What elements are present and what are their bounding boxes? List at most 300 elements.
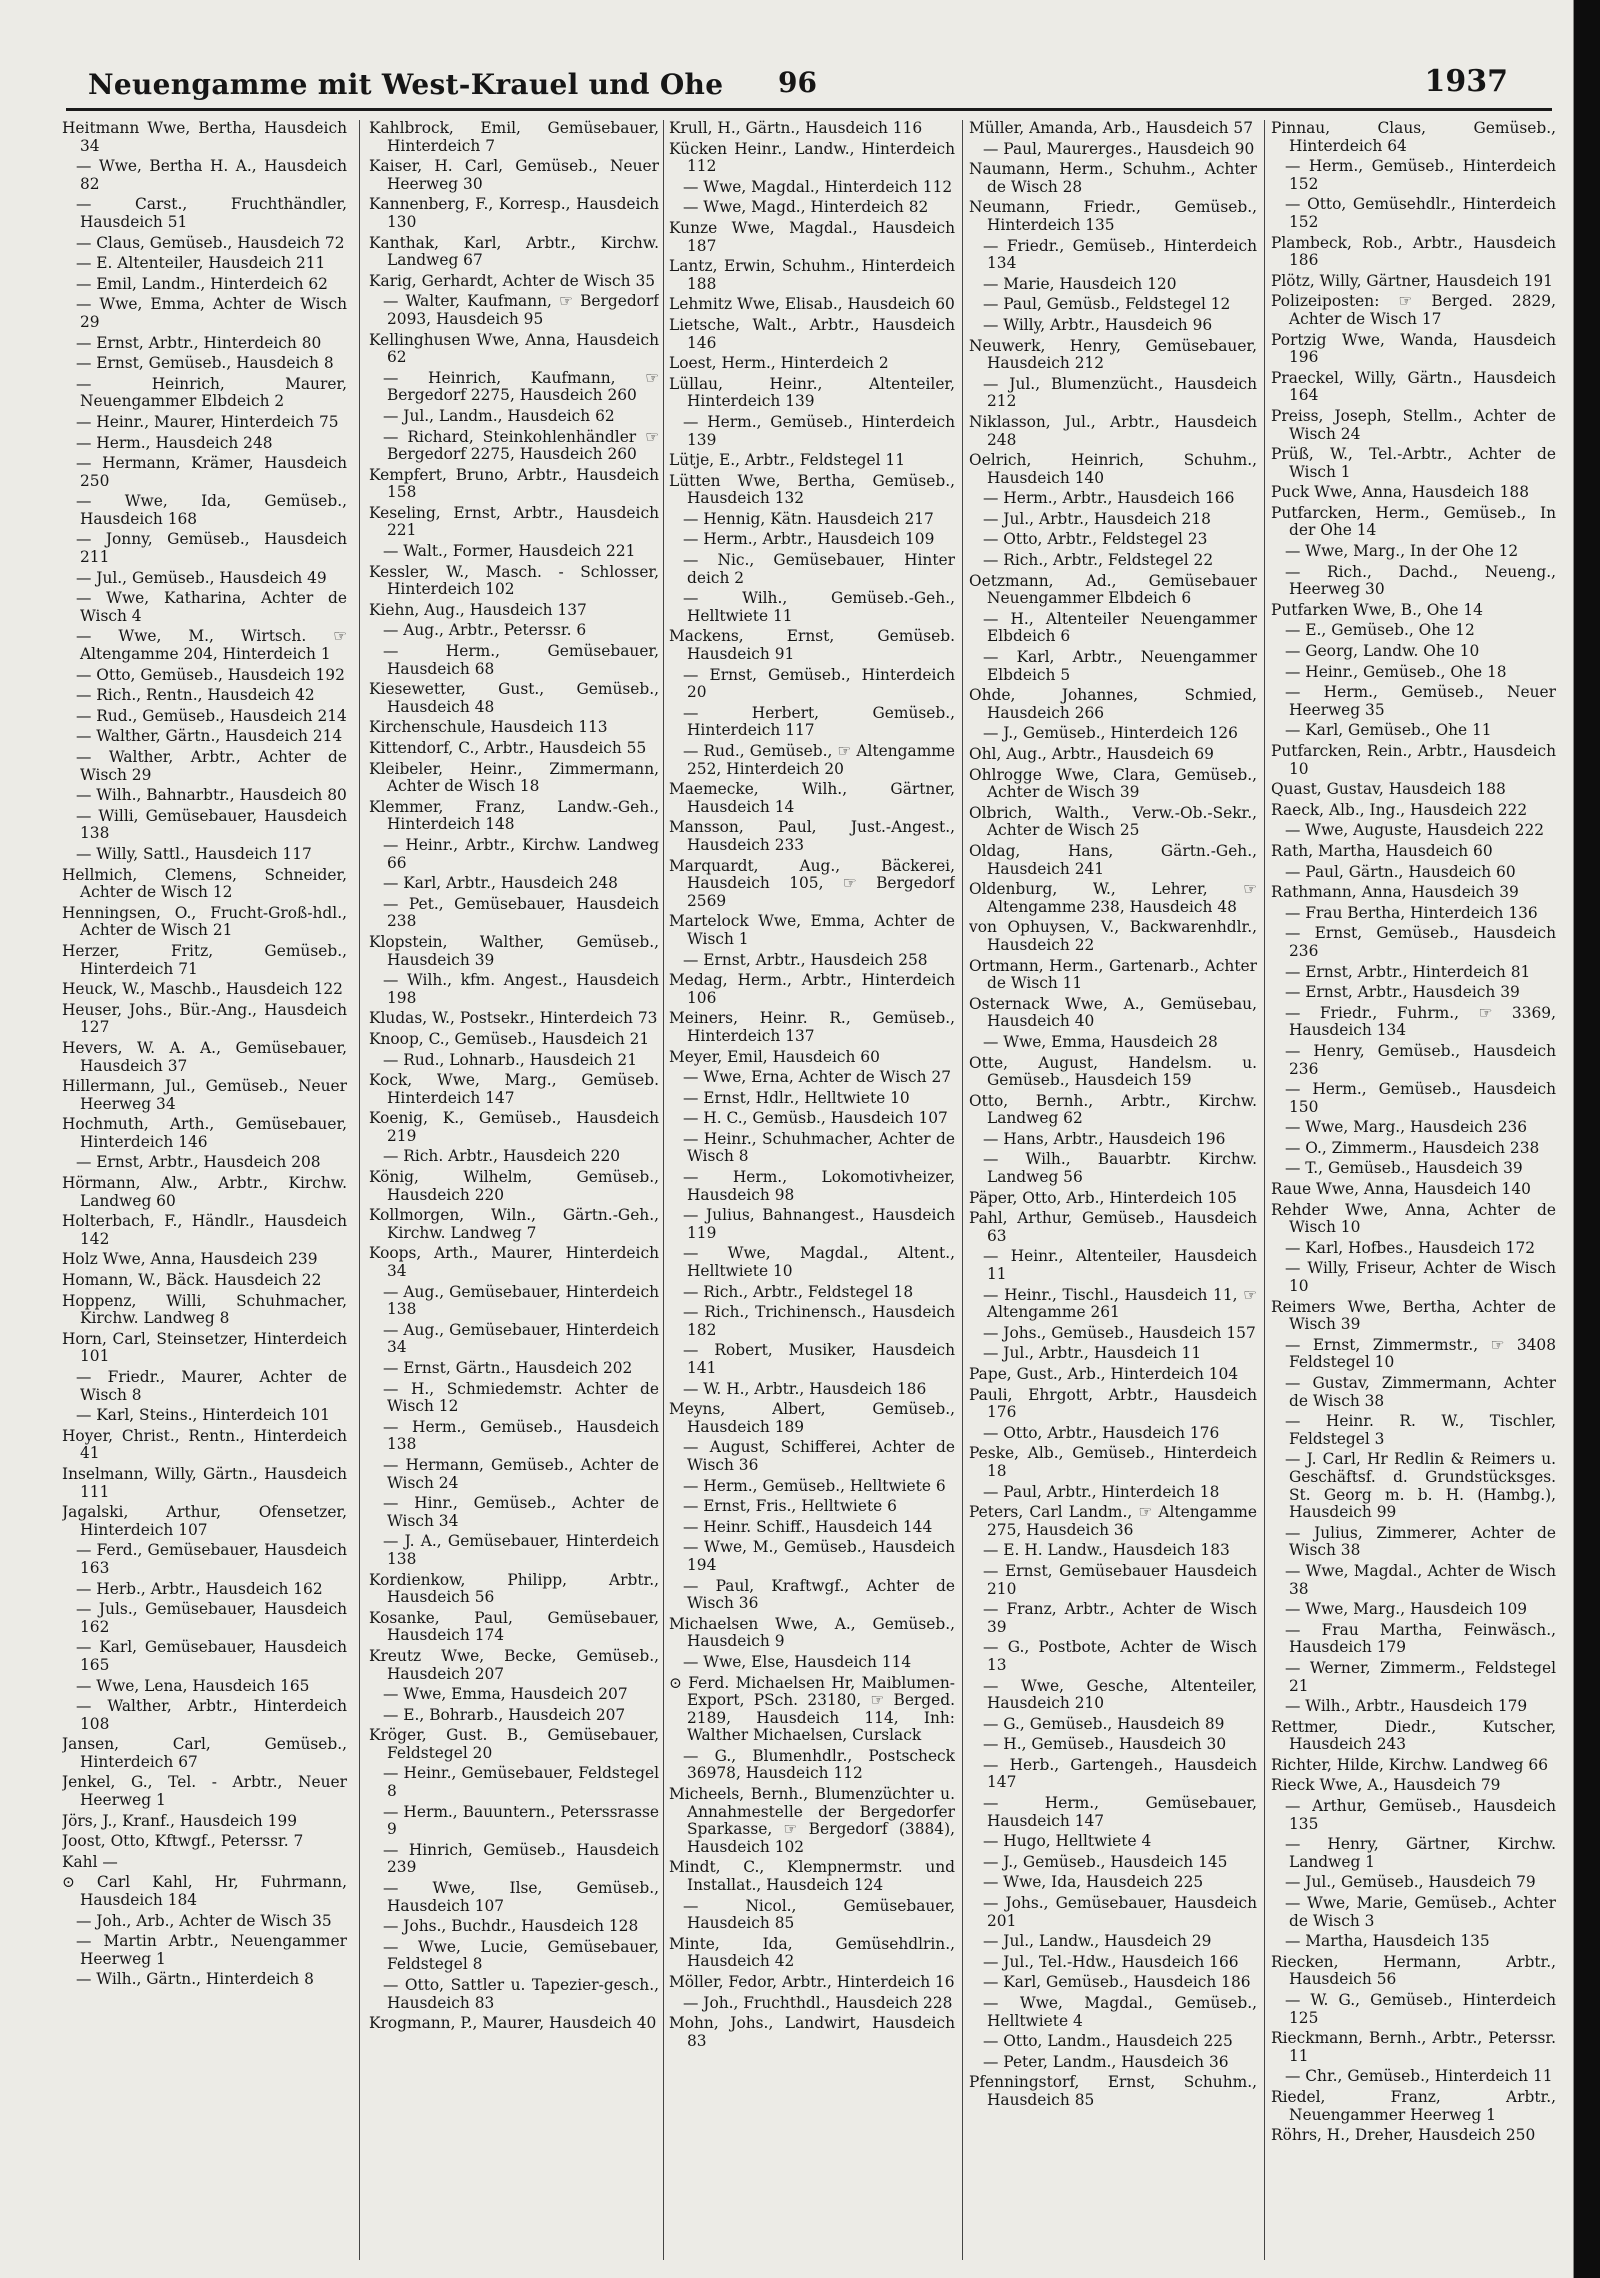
directory-entry: — Heinr., Gemüseb., Ohe 18 bbox=[1285, 662, 1507, 681]
directory-entry: — Herm., Gemüseb., Hausdeich 150 bbox=[1285, 1080, 1556, 1116]
directory-entry: — T., Gemüseb., Hausdeich 39 bbox=[1285, 1159, 1523, 1178]
directory-entry: Hillermann, Jul., Gemüseb., Neuer Heerweg 34 bbox=[62, 1077, 347, 1113]
directory-entry: Inselmann, Willy, Gärtn., Hausdeich 111 bbox=[62, 1464, 347, 1501]
directory-entry: — Johs., Gemüsebauer, Hausdeich 201 bbox=[983, 1894, 1257, 1930]
directory-entry: Puck Wwe, Anna, Hausdeich 188 bbox=[1271, 483, 1529, 502]
directory-entry: — Rich., Arbtr., Feldstegel 22 bbox=[983, 551, 1214, 570]
directory-entry: Lantz, Erwin, Schuhm., Hinterdeich 188 bbox=[669, 257, 955, 293]
directory-entry: Keseling, Ernst, Arbtr., Hausdeich 221 bbox=[369, 503, 659, 540]
directory-entry: Raue Wwe, Anna, Hausdeich 140 bbox=[1271, 1180, 1531, 1199]
directory-entry: — Heinr., Schuhmacher, Achter de Wisch 8 bbox=[683, 1129, 955, 1166]
directory-entry: ⊙ Carl Kahl, Hr, Fuhrmann, Hausdeich 184 bbox=[62, 1873, 347, 1910]
directory-entry: Kock, Wwe, Marg., Gemüseb. Hinterdeich 147 bbox=[369, 1071, 659, 1107]
directory-entry: Osternack Wwe, A., Gemüsebau, Hausdeich 40 bbox=[969, 994, 1257, 1031]
directory-entry: — Ernst, Hdlr., Helltwiete 10 bbox=[683, 1088, 910, 1107]
directory-entry: — Wilh., Gärtn., Hinterdeich 8 bbox=[76, 1970, 314, 1989]
directory-entry: Oldag, Hans, Gärtn.-Geh., Hausdeich 241 bbox=[969, 841, 1257, 878]
column-4 bbox=[969, 120, 1257, 2260]
directory-entry: Jansen, Carl, Gemüseb., Hinterdeich 67 bbox=[62, 1735, 347, 1771]
directory-entry: Olbrich, Walth., Verw.-Ob.-Sekr., Achter de Wisch 25 bbox=[969, 803, 1257, 840]
directory-entry: — Willy, Sattl., Hausdeich 117 bbox=[76, 844, 312, 863]
directory-entry: — Wwe, M., Wirtsch. ☞ Altengamme 204, Hinterdeich 1 bbox=[76, 627, 347, 664]
directory-entry: Hellmich, Clemens, Schneider, Achter de Wisch 12 bbox=[62, 865, 347, 902]
directory-entry: — Ernst, Arbtr., Hausdeich 39 bbox=[1285, 983, 1520, 1002]
directory-entry: — Karl, Gemüseb., Ohe 11 bbox=[1285, 721, 1492, 740]
directory-entry: — Marie, Hausdeich 120 bbox=[983, 274, 1177, 293]
header-rule bbox=[66, 108, 1552, 111]
directory-entry: Henningsen, O., Frucht-Groß-hdl., Achter de Wisch 21 bbox=[62, 903, 347, 940]
directory-entry: Möller, Fedor, Arbtr., Hinterdeich 16 bbox=[669, 1973, 955, 1991]
directory-entry: — Friedr., Maurer, Achter de Wisch 8 bbox=[76, 1368, 347, 1404]
directory-entry: Holz Wwe, Anna, Hausdeich 239 bbox=[62, 1250, 318, 1269]
page-header bbox=[88, 62, 1508, 108]
directory-entry: Kaiser, H. Carl, Gemüseb., Neuer Heerweg 30 bbox=[369, 157, 659, 193]
directory-entry: Praeckel, Willy, Gärtn., Hausdeich 164 bbox=[1271, 368, 1556, 405]
directory-entry: — Johs., Gemüseb., Hausdeich 157 bbox=[983, 1323, 1256, 1342]
directory-entry: Pauli, Ehrgott, Arbtr., Hausdeich 176 bbox=[969, 1385, 1257, 1422]
directory-entry: — Herb., Gartengeh., Hausdeich 147 bbox=[983, 1755, 1257, 1792]
directory-entry: Jenkel, G., Tel. - Arbtr., Neuer Heerweg 1 bbox=[62, 1773, 347, 1810]
column-separator bbox=[663, 120, 664, 2260]
column-5 bbox=[1271, 120, 1556, 2260]
directory-entry: — Ernst, Arbtr., Hinterdeich 81 bbox=[1285, 962, 1531, 981]
directory-entry: — Walther, Gärtn., Hausdeich 214 bbox=[76, 727, 343, 746]
column-1 bbox=[62, 120, 347, 2260]
directory-entry: Martelock Wwe, Emma, Achter de Wisch 1 bbox=[669, 912, 955, 948]
directory-entry: — Herm., Hausdeich 248 bbox=[76, 433, 273, 452]
directory-entry: — Paul, Kraftwgf., Achter de Wisch 36 bbox=[683, 1576, 955, 1613]
directory-entry: Kiesewetter, Gust., Gemüseb., Hausdeich 48 bbox=[369, 680, 659, 716]
directory-entry: — Wwe, Marie, Gemüseb., Achter de Wisch 3 bbox=[1285, 1894, 1556, 1930]
directory-entry: Rieck Wwe, A., Hausdeich 79 bbox=[1271, 1776, 1501, 1795]
directory-entry: Karig, Gerhardt, Achter de Wisch 35 bbox=[369, 271, 656, 290]
directory-entry: Homann, W., Bäck. Hausdeich 22 bbox=[62, 1271, 322, 1290]
directory-entry: — Otto, Arbtr., Feldstegel 23 bbox=[983, 530, 1208, 549]
directory-entry: — Ernst, Fris., Helltwiete 6 bbox=[683, 1497, 897, 1516]
directory-entry: Meyns, Albert, Gemüseb., Hausdeich 189 bbox=[669, 1400, 955, 1436]
directory-entry: — Wwe, Marg., Hausdeich 236 bbox=[1285, 1118, 1528, 1137]
directory-columns bbox=[62, 120, 1558, 2260]
directory-entry: Pape, Gust., Arb., Hinterdeich 104 bbox=[969, 1365, 1239, 1383]
directory-entry: Raeck, Alb., Ing., Hausdeich 222 bbox=[1271, 800, 1528, 819]
directory-entry: Rettmer, Diedr., Kutscher, Hausdeich 243 bbox=[1271, 1717, 1556, 1754]
directory-entry: — Karl, Arbtr., Hausdeich 248 bbox=[383, 874, 618, 893]
directory-entry: — Henry, Gärtner, Kirchw. Landweg 1 bbox=[1285, 1835, 1556, 1871]
directory-entry: — Wwe, Katharina, Achter de Wisch 4 bbox=[76, 589, 347, 625]
directory-entry: — Rich., Dachd., Neueng., Heerweg 30 bbox=[1285, 562, 1556, 599]
directory-entry: Kittendorf, C., Arbtr., Hausdeich 55 bbox=[369, 739, 647, 757]
directory-entry: Plambeck, Rob., Arbtr., Hausdeich 186 bbox=[1271, 233, 1556, 270]
directory-entry: Kludas, W., Postsekr., Hinterdeich 73 bbox=[369, 1009, 658, 1028]
directory-entry: Quast, Gustav, Hausdeich 188 bbox=[1271, 780, 1506, 799]
directory-entry: Kahl — bbox=[62, 1852, 118, 1871]
directory-entry: Ohlrogge Wwe, Clara, Gemüseb., Achter de Wisch 39 bbox=[969, 765, 1257, 802]
directory-entry: Knoop, C., Gemüseb., Hausdeich 21 bbox=[369, 1029, 650, 1048]
directory-entry: — Ernst, Gemüseb., Hausdeich 236 bbox=[1285, 924, 1556, 960]
directory-entry: — Otto, Gemüsehdlr., Hinterdeich 152 bbox=[1285, 195, 1556, 231]
directory-entry: Meyer, Emil, Hausdeich 60 bbox=[669, 1047, 880, 1066]
directory-entry: Mohn, Johs., Landwirt, Hausdeich 83 bbox=[669, 2014, 955, 2050]
directory-entry: Lietsche, Walt., Arbtr., Hausdeich 146 bbox=[669, 315, 955, 352]
directory-entry: Micheels, Bernh., Blumenzüchter u. Annahmestelle der Bergedorfer Sparkasse, ☞ Bergedorf (3884), Hausdeich 102 bbox=[669, 1785, 955, 1856]
directory-entry: — Herm., Gemüseb., Hausdeich 138 bbox=[383, 1417, 659, 1454]
directory-entry: ⊙ Ferd. Michaelsen Hr, Maiblumen-Export, PSch. 23180, ☞ Berged. 2189, Hausdeich 114, Inh: Walther Michaelsen, Curslack bbox=[669, 1673, 955, 1745]
directory-entry: — Wwe, Magdal., Gemüseb., Helltwiete 4 bbox=[983, 1994, 1257, 2030]
directory-entry: — Hinrich, Gemüseb., Hausdeich 239 bbox=[383, 1840, 659, 1877]
directory-entry: — Carst., Fruchthändler, Hausdeich 51 bbox=[76, 195, 347, 231]
directory-entry: — Claus, Gemüseb., Hausdeich 72 bbox=[76, 233, 345, 252]
directory-entry: — G., Postbote, Achter de Wisch 13 bbox=[983, 1638, 1257, 1674]
directory-entry: — Jul., Arbtr., Hausdeich 11 bbox=[983, 1344, 1202, 1363]
directory-entry: — J. Carl, Hr Redlin & Reimers u. Geschäftsf. d. Grundstücksges. St. Georg m. b. H. (Hambg.), Hausdeich 99 bbox=[1285, 1450, 1556, 1522]
directory-entry: — Herb., Arbtr., Hausdeich 162 bbox=[76, 1579, 323, 1598]
directory-entry: — E. Altenteiler, Hausdeich 211 bbox=[76, 254, 326, 273]
directory-entry: Reimers Wwe, Bertha, Achter de Wisch 39 bbox=[1271, 1297, 1556, 1334]
directory-entry: — Heinr., Altenteiler, Hausdeich 11 bbox=[983, 1247, 1257, 1284]
directory-entry: — Hermann, Krämer, Hausdeich 250 bbox=[76, 454, 347, 490]
directory-entry: Prüß, W., Tel.-Arbtr., Achter de Wisch 1 bbox=[1271, 445, 1556, 481]
directory-entry: — Willy, Arbtr., Hausdeich 96 bbox=[983, 315, 1213, 334]
directory-entry: Portzig Wwe, Wanda, Hausdeich 196 bbox=[1271, 330, 1556, 367]
directory-entry: — Wwe, Lucie, Gemüsebauer, Feldstegel 8 bbox=[383, 1937, 659, 1974]
directory-entry: Kirchenschule, Hausdeich 113 bbox=[369, 718, 608, 737]
page-title: Neuengamme mit West-Krauel und Ohe bbox=[88, 68, 724, 101]
directory-entry: Kahlbrock, Emil, Gemüsebauer, Hinterdeich 7 bbox=[369, 120, 659, 155]
directory-entry: Kreutz Wwe, Becke, Gemüseb., Hausdeich 207 bbox=[369, 1646, 659, 1683]
directory-entry: — Herbert, Gemüseb., Hinterdeich 117 bbox=[683, 703, 955, 740]
directory-entry: — Herm., Gemüseb., Helltwiete 6 bbox=[683, 1476, 946, 1495]
directory-entry: Putfarcken, Rein., Arbtr., Hausdeich 10 bbox=[1271, 742, 1556, 778]
directory-entry: Lütten Wwe, Bertha, Gemüseb., Hausdeich 132 bbox=[669, 471, 955, 508]
directory-entry: Richter, Hilde, Kirchw. Landweg 66 bbox=[1271, 1755, 1549, 1774]
directory-entry: Kröger, Gust. B., Gemüsebauer, Feldstegel 20 bbox=[369, 1726, 659, 1762]
directory-entry: Kleibeler, Heinr., Zimmermann, Achter de Wisch 18 bbox=[369, 759, 659, 796]
directory-entry: Preiss, Joseph, Stellm., Achter de Wisch 24 bbox=[1271, 406, 1556, 443]
directory-entry: — Herm., Bauuntern., Peterssrasse 9 bbox=[383, 1802, 659, 1839]
directory-entry: Rehder Wwe, Anna, Achter de Wisch 10 bbox=[1271, 1200, 1556, 1237]
directory-entry: — Heinr., Arbtr., Kirchw. Landweg 66 bbox=[383, 835, 659, 872]
directory-entry: — Aug., Arbtr., Peterssr. 6 bbox=[383, 621, 587, 640]
page-edge bbox=[1574, 0, 1600, 2278]
page-year: 1937 bbox=[1424, 64, 1508, 99]
directory-entry: — Walther, Arbtr., Hinterdeich 108 bbox=[76, 1697, 347, 1733]
directory-entry: — Ernst, Gemüsebauer Hausdeich 210 bbox=[983, 1561, 1257, 1598]
column-separator bbox=[962, 120, 963, 2260]
directory-entry: Jagalski, Arthur, Ofensetzer, Hinterdeich 107 bbox=[62, 1503, 347, 1539]
directory-entry: Klemmer, Franz, Landw.-Geh., Hinterdeich 148 bbox=[369, 797, 659, 834]
directory-entry: — Rud., Gemüseb., Hausdeich 214 bbox=[76, 706, 347, 725]
directory-entry: — O., Zimmerm., Hausdeich 238 bbox=[1285, 1138, 1540, 1157]
directory-entry: — Hans, Arbtr., Hausdeich 196 bbox=[983, 1129, 1226, 1148]
directory-entry: — Rich. Arbtr., Hausdeich 220 bbox=[383, 1147, 621, 1166]
directory-entry: Otte, August, Handelsm. u. Gemüseb., Hausdeich 159 bbox=[969, 1053, 1257, 1090]
directory-entry: — Joh., Fruchthdl., Hausdeich 228 bbox=[683, 1993, 953, 2012]
directory-entry: — Martha, Hausdeich 135 bbox=[1285, 1932, 1490, 1951]
directory-entry: — Henry, Gemüseb., Hausdeich 236 bbox=[1285, 1041, 1556, 1078]
directory-entry: — Heinrich, Kaufmann, ☞ Bergedorf 2275, Hausdeich 260 bbox=[383, 368, 659, 405]
directory-entry: — E., Bohrarb., Hausdeich 207 bbox=[383, 1705, 626, 1724]
directory-entry: Riecken, Hermann, Arbtr., Hausdeich 56 bbox=[1271, 1952, 1556, 1989]
directory-entry: — Paul, Arbtr., Hinterdeich 18 bbox=[983, 1482, 1220, 1501]
directory-entry: — Peter, Landm., Hausdeich 36 bbox=[983, 2052, 1229, 2071]
directory-entry: — Jul., Landw., Hausdeich 29 bbox=[983, 1932, 1212, 1951]
directory-entry: — Aug., Gemüsebauer, Hinterdeich 34 bbox=[383, 1320, 659, 1357]
directory-entry: Pinnau, Claus, Gemüseb., Hinterdeich 64 bbox=[1271, 120, 1556, 155]
directory-entry: — Wwe, Magd., Hinterdeich 82 bbox=[683, 198, 929, 217]
directory-entry: — Frau Bertha, Hinterdeich 136 bbox=[1285, 903, 1538, 922]
directory-entry: — Emil, Landm., Hinterdeich 62 bbox=[76, 274, 328, 293]
directory-entry: — H., Gemüseb., Hausdeich 30 bbox=[983, 1735, 1227, 1754]
directory-entry: Krull, H., Gärtn., Hausdeich 116 bbox=[669, 120, 923, 137]
directory-entry: Kannenberg, F., Korresp., Hausdeich 130 bbox=[369, 195, 659, 231]
directory-entry: — Wwe, Ida, Hausdeich 225 bbox=[983, 1873, 1204, 1892]
directory-entry: Loest, Herm., Hinterdeich 2 bbox=[669, 354, 889, 373]
directory-entry: — Wwe, Emma, Achter de Wisch 29 bbox=[76, 295, 347, 331]
directory-entry: — Jul., Arbtr., Hausdeich 218 bbox=[983, 509, 1211, 528]
directory-entry: — Wilh., Arbtr., Hausdeich 179 bbox=[1285, 1697, 1528, 1716]
column-2 bbox=[369, 120, 659, 2260]
directory-entry: — Rud., Lohnarb., Hausdeich 21 bbox=[383, 1050, 637, 1069]
directory-entry: Holterbach, F., Händlr., Hausdeich 142 bbox=[62, 1212, 347, 1248]
directory-entry: — Wilh., Bauarbtr. Kirchw. Landweg 56 bbox=[983, 1150, 1257, 1187]
directory-entry: — Hennig, Kätn. Hausdeich 217 bbox=[683, 509, 934, 528]
directory-entry: Medag, Herm., Arbtr., Hinterdeich 106 bbox=[669, 971, 955, 1007]
directory-entry: Pfenningstorf, Ernst, Schuhm., Hausdeich 85 bbox=[969, 2073, 1257, 2109]
directory-entry: — Otto, Landm., Hausdeich 225 bbox=[983, 2032, 1233, 2051]
directory-entry: Hoyer, Christ., Rentn., Hinterdeich 41 bbox=[62, 1426, 347, 1463]
directory-entry: Michaelsen Wwe, A., Gemüseb., Hausdeich 9 bbox=[669, 1614, 955, 1651]
directory-entry: Niklasson, Jul., Arbtr., Hausdeich 248 bbox=[969, 412, 1257, 449]
directory-entry: — Herm., Arbtr., Hausdeich 109 bbox=[683, 530, 935, 549]
directory-entry: — Ferd., Gemüsebauer, Hausdeich 163 bbox=[76, 1541, 347, 1577]
directory-entry: Kanthak, Karl, Arbtr., Kirchw. Landweg 67 bbox=[369, 233, 659, 270]
directory-entry: Horn, Carl, Steinsetzer, Hinterdeich 101 bbox=[62, 1329, 347, 1366]
directory-entry: — Wwe, Auguste, Hausdeich 222 bbox=[1285, 821, 1545, 840]
directory-entry: Oelrich, Heinrich, Schuhm., Hausdeich 140 bbox=[969, 451, 1257, 487]
directory-entry: — Jul., Landm., Hausdeich 62 bbox=[383, 406, 615, 425]
directory-entry: — Pet., Gemüsebauer, Hausdeich 238 bbox=[383, 894, 659, 931]
directory-entry: — Wwe, Ida, Gemüseb., Hausdeich 168 bbox=[76, 492, 347, 528]
directory-entry: — H., Schmiedemstr. Achter de Wisch 12 bbox=[383, 1379, 659, 1416]
directory-entry: — Ernst, Gemüseb., Hausdeich 8 bbox=[76, 354, 334, 373]
directory-entry: — Wwe, Emma, Hausdeich 28 bbox=[983, 1032, 1218, 1051]
directory-entry: — Rich., Trichinensch., Hausdeich 182 bbox=[683, 1303, 955, 1339]
directory-entry: — J., Gemüseb., Hinterdeich 126 bbox=[983, 724, 1238, 743]
directory-entry: — G., Blumenhdlr., Postscheck 36978, Hausdeich 112 bbox=[683, 1746, 955, 1783]
column-3 bbox=[669, 120, 955, 2260]
directory-entry: Rath, Martha, Hausdeich 60 bbox=[1271, 841, 1493, 860]
directory-entry: — Wwe, Lena, Hausdeich 165 bbox=[76, 1676, 310, 1695]
directory-entry: — Herm., Lokomotivheizer, Hausdeich 98 bbox=[683, 1168, 955, 1204]
directory-entry: — Joh., Arb., Achter de Wisch 35 bbox=[76, 1911, 332, 1930]
directory-entry: — Franz, Arbtr., Achter de Wisch 39 bbox=[983, 1600, 1257, 1636]
directory-entry: — Jul., Gemüseb., Hausdeich 79 bbox=[1285, 1873, 1536, 1892]
directory-entry: — Friedr., Fuhrm., ☞ 3369, Hausdeich 134 bbox=[1285, 1003, 1556, 1040]
directory-entry: Heuck, W., Maschb., Hausdeich 122 bbox=[62, 980, 343, 999]
directory-entry: — Georg, Landw. Ohe 10 bbox=[1285, 642, 1480, 661]
directory-entry: — Werner, Zimmerm., Feldstegel 21 bbox=[1285, 1658, 1556, 1695]
directory-entry: Joost, Otto, Kftwgf., Peterssr. 7 bbox=[62, 1832, 304, 1851]
directory-entry: Plötz, Willy, Gärtner, Hausdeich 191 bbox=[1271, 271, 1553, 290]
directory-entry: Hoppenz, Willi, Schuhmacher, Kirchw. Landweg 8 bbox=[62, 1291, 347, 1328]
directory-entry: Koenig, K., Gemüseb., Hausdeich 219 bbox=[369, 1109, 659, 1145]
directory-entry: — Jul., Gemüseb., Hausdeich 49 bbox=[76, 568, 327, 587]
directory-entry: Kücken Heinr., Landw., Hinterdeich 112 bbox=[669, 139, 955, 176]
directory-entry: Neuwerk, Henry, Gemüsebauer, Hausdeich 212 bbox=[969, 336, 1257, 373]
directory-entry: — Chr., Gemüseb., Hinterdeich 11 bbox=[1285, 2067, 1553, 2086]
directory-entry: — Ernst, Gemüseb., Hinterdeich 20 bbox=[683, 665, 955, 702]
directory-entry: — Paul, Gärtn., Hausdeich 60 bbox=[1285, 862, 1516, 881]
directory-entry: — Richard, Steinkohlenhändler ☞ Bergedorf 2275, Hausdeich 260 bbox=[383, 427, 659, 464]
directory-entry: — Julius, Zimmerer, Achter de Wisch 38 bbox=[1285, 1523, 1556, 1560]
directory-entry: Polizeiposten: ☞ Berged. 2829, Achter de Wisch 17 bbox=[1271, 292, 1556, 328]
directory-entry: Hevers, W. A. A., Gemüsebauer, Hausdeich 37 bbox=[62, 1038, 347, 1075]
directory-entry: — Juls., Gemüsebauer, Hausdeich 162 bbox=[76, 1600, 347, 1636]
directory-entry: Kunze Wwe, Magdal., Hausdeich 187 bbox=[669, 218, 955, 255]
directory-entry: Kessler, W., Masch. - Schlosser, Hinterdeich 102 bbox=[369, 562, 659, 599]
directory-entry: — Johs., Buchdr., Hausdeich 128 bbox=[383, 1917, 639, 1936]
directory-entry: von Ophuysen, V., Backwarenhdlr., Hausdeich 22 bbox=[969, 918, 1257, 954]
directory-entry: Riedel, Franz, Arbtr., Neuengammer Heerweg 1 bbox=[1271, 2087, 1556, 2124]
directory-entry: — Hermann, Gemüseb., Achter de Wisch 24 bbox=[383, 1455, 659, 1492]
directory-entry: Putfarken Wwe, B., Ohe 14 bbox=[1271, 600, 1483, 619]
directory-entry: — Wwe, Erna, Achter de Wisch 27 bbox=[683, 1068, 952, 1087]
directory-entry: — Friedr., Gemüseb., Hinterdeich 134 bbox=[983, 236, 1257, 273]
directory-entry: — Herm., Gemüsebauer, Hausdeich 68 bbox=[383, 642, 659, 678]
directory-entry: Heuser, Johs., Bür.-Ang., Hausdeich 127 bbox=[62, 1000, 347, 1037]
directory-entry: Mindt, C., Klempnermstr. und Installat., Hausdeich 124 bbox=[669, 1858, 955, 1895]
directory-entry: — Wilh., kfm. Angest., Hausdeich 198 bbox=[383, 971, 659, 1007]
directory-entry: Pahl, Arthur, Gemüseb., Hausdeich 63 bbox=[969, 1209, 1257, 1245]
directory-entry: Mackens, Ernst, Gemüseb. Hausdeich 91 bbox=[669, 627, 955, 664]
directory-entry: — Martin Arbtr., Neuengammer Heerweg 1 bbox=[76, 1932, 347, 1968]
directory-entry: Lüllau, Heinr., Altenteiler, Hinterdeich 139 bbox=[669, 374, 955, 411]
directory-entry: — Aug., Gemüsebauer, Hinterdeich 138 bbox=[383, 1282, 659, 1319]
directory-entry: — Otto, Sattler u. Tapezier-gesch., Hausdeich 83 bbox=[383, 1976, 659, 2012]
directory-entry: — Willy, Friseur, Achter de Wisch 10 bbox=[1285, 1259, 1556, 1296]
directory-entry: — G., Gemüseb., Hausdeich 89 bbox=[983, 1714, 1225, 1733]
directory-entry: Oldenburg, W., Lehrer, ☞ Altengamme 238, Hausdeich 48 bbox=[969, 880, 1257, 916]
directory-entry: Otto, Bernh., Arbtr., Kirchw. Landweg 62 bbox=[969, 1091, 1257, 1128]
directory-entry: — Wilh., Bahnarbtr., Hausdeich 80 bbox=[76, 786, 347, 805]
directory-entry: Ohde, Johannes, Schmied, Hausdeich 266 bbox=[969, 686, 1257, 722]
directory-entry: Naumann, Herm., Schuhm., Achter de Wisch 28 bbox=[969, 160, 1257, 196]
directory-entry: — Frau Martha, Feinwäsch., Hausdeich 179 bbox=[1285, 1620, 1556, 1657]
directory-entry: Ortmann, Herm., Gartenarb., Achter de Wisch 11 bbox=[969, 956, 1257, 993]
directory-entry: Kollmorgen, Wiln., Gärtn.-Geh., Kirchw. Landweg 7 bbox=[369, 1206, 659, 1242]
directory-entry: Kellinghusen Wwe, Anna, Hausdeich 62 bbox=[369, 330, 659, 367]
directory-entry: Hörmann, Alw., Arbtr., Kirchw. Landweg 60 bbox=[62, 1174, 347, 1210]
directory-entry: — Nic., Gemüsebauer, Hinter deich 2 bbox=[683, 551, 955, 587]
directory-entry: — Heinr. R. W., Tischler, Feldstegel 3 bbox=[1285, 1412, 1556, 1448]
directory-entry: — J., Gemüseb., Hausdeich 145 bbox=[983, 1852, 1228, 1871]
directory-entry: — Gustav, Zimmermann, Achter de Wisch 38 bbox=[1285, 1374, 1556, 1410]
directory-entry: — E., Gemüseb., Ohe 12 bbox=[1285, 621, 1475, 640]
column-separator bbox=[1264, 120, 1265, 2260]
directory-entry: Hochmuth, Arth., Gemüsebauer, Hinterdeich 146 bbox=[62, 1115, 347, 1151]
directory-entry: Jörs, J., Kranf., Hausdeich 199 bbox=[62, 1811, 297, 1830]
directory-entry: — Wwe, Emma, Hausdeich 207 bbox=[383, 1685, 628, 1704]
directory-entry: — Nicol., Gemüsebauer, Hausdeich 85 bbox=[683, 1896, 955, 1933]
directory-entry: Kordienkow, Philipp, Arbtr., Hausdeich 56 bbox=[369, 1570, 659, 1607]
directory-entry: — Heinr., Maurer, Hinterdeich 75 bbox=[76, 412, 339, 431]
directory-entry: — Heinr., Tischl., Hausdeich 11, ☞ Altengamme 261 bbox=[983, 1285, 1257, 1322]
directory-entry: Koops, Arth., Maurer, Hinterdeich 34 bbox=[369, 1244, 659, 1281]
directory-entry: — Otto, Arbtr., Hausdeich 176 bbox=[983, 1423, 1220, 1442]
directory-entry: — Herm., Gemüsebauer, Hausdeich 147 bbox=[983, 1794, 1257, 1830]
directory-entry: — Paul, Gemüsb., Feldstegel 12 bbox=[983, 295, 1231, 314]
directory-entry: — Wwe, Magdal., Altent., Helltwiete 10 bbox=[683, 1244, 955, 1281]
directory-entry: — Wwe, Ilse, Gemüseb., Hausdeich 107 bbox=[383, 1879, 659, 1915]
directory-entry: — Ernst, Arbtr., Hausdeich 258 bbox=[683, 950, 928, 969]
directory-entry: Päper, Otto, Arb., Hinterdeich 105 bbox=[969, 1188, 1237, 1207]
directory-entry: — Robert, Musiker, Hausdeich 141 bbox=[683, 1341, 955, 1377]
directory-entry: Rathmann, Anna, Hausdeich 39 bbox=[1271, 883, 1519, 902]
directory-entry: — Walther, Arbtr., Achter de Wisch 29 bbox=[76, 748, 347, 784]
directory-entry: Ohl, Aug., Arbtr., Hausdeich 69 bbox=[969, 745, 1214, 763]
directory-entry: — Paul, Maurerges., Hausdeich 90 bbox=[983, 139, 1255, 158]
directory-entry: — Walter, Kaufmann, ☞ Bergedorf 2093, Hausdeich 95 bbox=[383, 292, 659, 328]
directory-entry: — Wwe, Gesche, Altenteiler, Hausdeich 210 bbox=[983, 1676, 1257, 1713]
directory-entry: Klopstein, Walther, Gemüseb., Hausdeich 39 bbox=[369, 932, 659, 969]
directory-entry: Minte, Ida, Gemüsehdlrin., Hausdeich 42 bbox=[669, 1934, 955, 1971]
directory-entry: — Wilh., Gemüseb.-Geh., Helltwiete 11 bbox=[683, 589, 955, 625]
directory-entry: — August, Schifferei, Achter de Wisch 36 bbox=[683, 1438, 955, 1474]
directory-entry: Marquardt, Aug., Bäckerei, Hausdeich 105, ☞ Bergedorf 2569 bbox=[669, 856, 955, 910]
directory-entry: — Herm., Gemüseb., Hinterdeich 152 bbox=[1285, 157, 1556, 193]
directory-entry: — Wwe, Bertha H. A., Hausdeich 82 bbox=[76, 157, 347, 193]
directory-entry: Rieckmann, Bernh., Arbtr., Peterssr. 11 bbox=[1271, 2029, 1556, 2065]
directory-entry: — Ernst, Arbtr., Hinterdeich 80 bbox=[76, 333, 322, 352]
directory-entry: — Willi, Gemüsebauer, Hausdeich 138 bbox=[76, 806, 347, 843]
column-separator bbox=[359, 120, 360, 2260]
directory-entry: — Rich., Arbtr., Feldstegel 18 bbox=[683, 1282, 914, 1301]
directory-entry: Lehmitz Wwe, Elisab., Hausdeich 60 bbox=[669, 295, 955, 314]
directory-entry: — W. G., Gemüseb., Hinterdeich 125 bbox=[1285, 1991, 1556, 2027]
directory-entry: Müller, Amanda, Arb., Hausdeich 57 bbox=[969, 120, 1253, 137]
directory-entry: — Hinr., Gemüseb., Achter de Wisch 34 bbox=[383, 1494, 659, 1530]
directory-entry: König, Wilhelm, Gemüseb., Hausdeich 220 bbox=[369, 1168, 659, 1204]
directory-entry: — Herm., Gemüseb., Hinterdeich 139 bbox=[683, 412, 955, 449]
directory-entry: Maemecke, Wilh., Gärtner, Hausdeich 14 bbox=[669, 780, 955, 816]
directory-entry: Meiners, Heinr. R., Gemüseb., Hinterdeich 137 bbox=[669, 1009, 955, 1045]
directory-entry: Heitmann Wwe, Bertha, Hausdeich 34 bbox=[62, 120, 347, 155]
directory-entry: — Wwe, Marg., In der Ohe 12 bbox=[1285, 542, 1519, 561]
directory-entry: — Hugo, Helltwiete 4 bbox=[983, 1832, 1152, 1851]
directory-entry: — Ernst, Gärtn., Hausdeich 202 bbox=[383, 1359, 633, 1377]
directory-entry: — Wwe, Magdal., Achter de Wisch 38 bbox=[1285, 1561, 1556, 1598]
directory-entry: Oetzmann, Ad., Gemüsebauer Neuengammer Elbdeich 6 bbox=[969, 571, 1257, 608]
directory-entry: — Wwe, Marg., Hausdeich 109 bbox=[1285, 1600, 1528, 1619]
directory-entry: — Karl, Arbtr., Neuengammer Elbdeich 5 bbox=[983, 648, 1257, 684]
directory-entry: — E. H. Landw., Hausdeich 183 bbox=[983, 1541, 1230, 1560]
directory-entry: — Herm., Gemüseb., Neuer Heerweg 35 bbox=[1285, 683, 1556, 719]
directory-entry: — Rich., Rentn., Hausdeich 42 bbox=[76, 686, 315, 705]
directory-entry: — Herm., Arbtr., Hausdeich 166 bbox=[983, 489, 1235, 508]
directory-entry: — Otto, Gemüseb., Hausdeich 192 bbox=[76, 665, 345, 684]
directory-entry: Putfarcken, Herm., Gemüseb., In der Ohe 14 bbox=[1271, 503, 1556, 540]
directory-entry: — Heinr., Gemüsebauer, Feldstegel 8 bbox=[383, 1764, 659, 1801]
directory-entry: — Julius, Bahnangest., Hausdeich 119 bbox=[683, 1206, 955, 1242]
directory-entry: — Walt., Former, Hausdeich 221 bbox=[383, 542, 636, 561]
directory-entry: — Heinrich, Maurer, Neuengammer Elbdeich 2 bbox=[76, 374, 347, 411]
directory-entry: — Wwe, Else, Hausdeich 114 bbox=[683, 1652, 912, 1671]
directory-entry: Kiehn, Aug., Hausdeich 137 bbox=[369, 600, 587, 619]
directory-entry: — Karl, Steins., Hinterdeich 101 bbox=[76, 1406, 330, 1425]
directory-entry: — W. H., Arbtr., Hausdeich 186 bbox=[683, 1379, 927, 1398]
directory-entry: — Wwe, M., Gemüseb., Hausdeich 194 bbox=[683, 1538, 955, 1574]
directory-entry: — Jonny, Gemüseb., Hausdeich 211 bbox=[76, 530, 347, 567]
